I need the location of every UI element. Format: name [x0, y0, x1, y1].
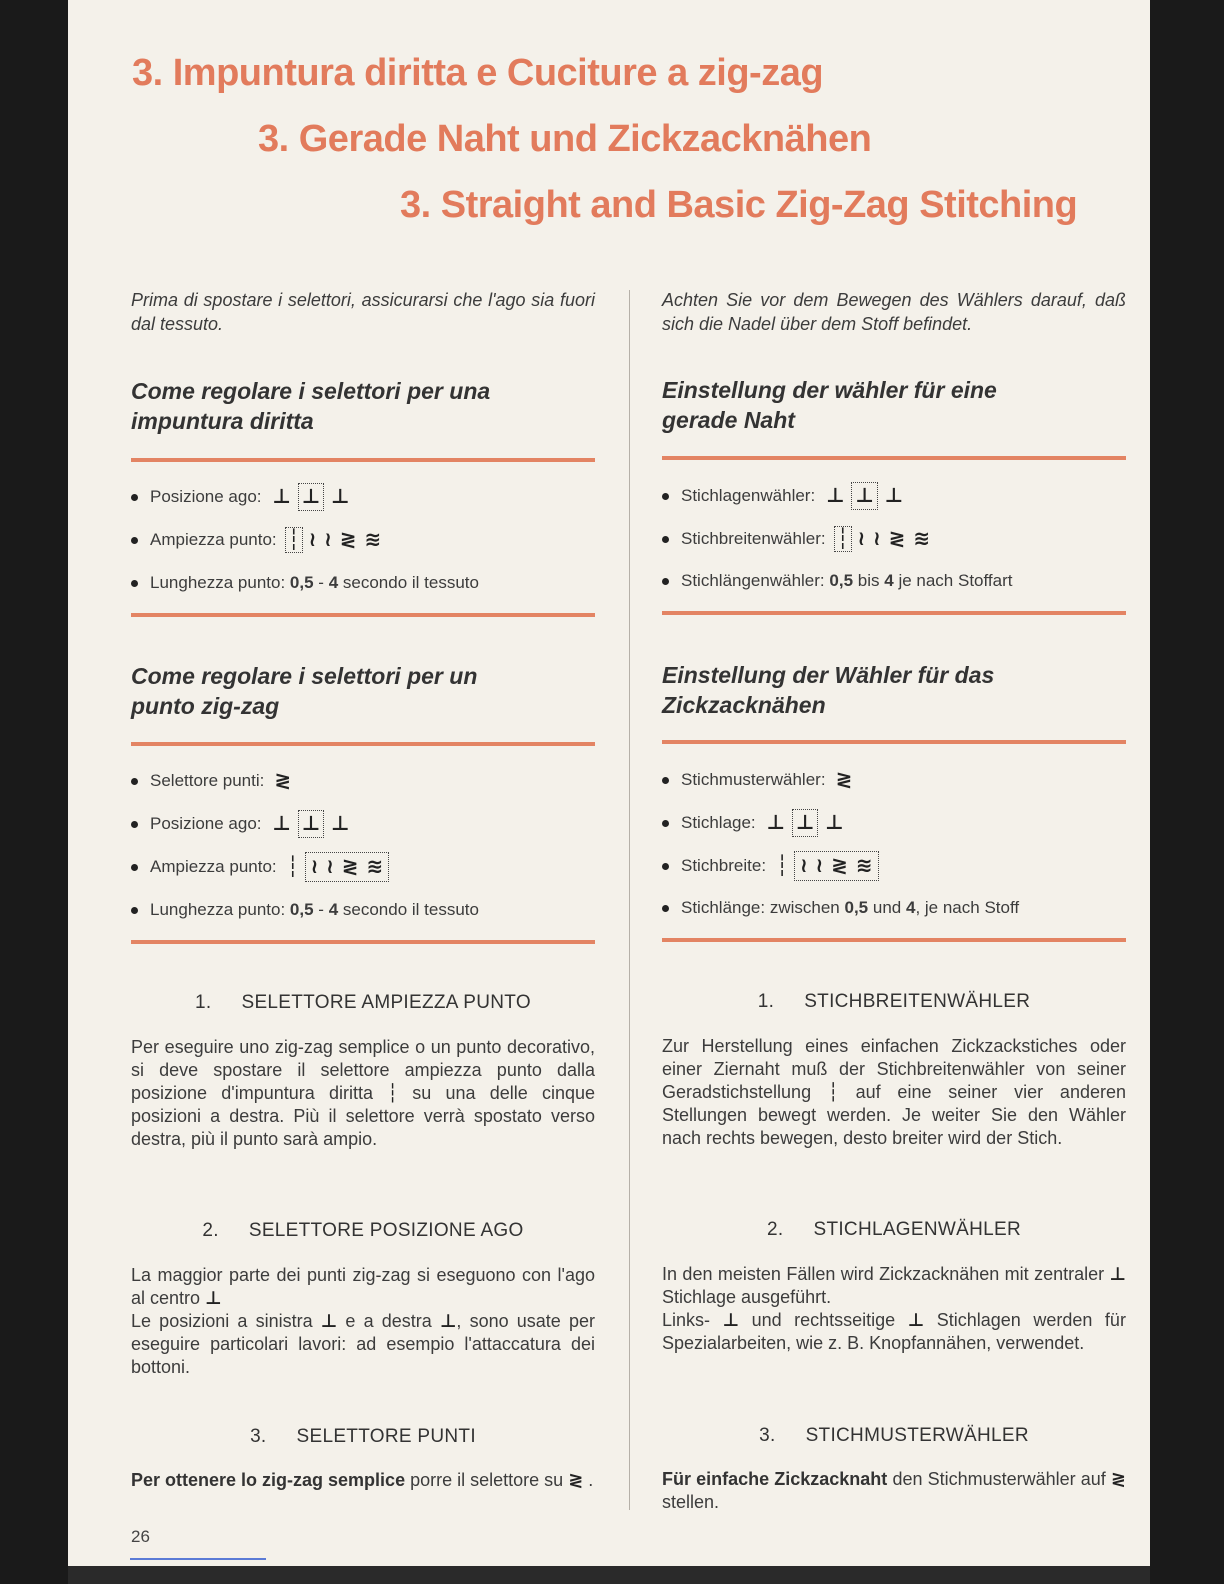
intro-text: Achten Sie vor dem Bewegen des Wählers darauf, daß sich die Nadel über dem Stoff befindet. [662, 290, 1126, 334]
stitch-length-item [662, 566, 1012, 596]
section-number: 1. [195, 992, 212, 1013]
heading-line-1: Einstellung der Wähler für das [662, 662, 995, 688]
zigzag-pattern-icon: ≷ [568, 1470, 584, 1490]
text: e a destra [345, 1311, 432, 1331]
item-label: Stichlängenwähler: [681, 571, 825, 590]
pattern-selector-item [662, 765, 854, 795]
item-label: Posizione ago: [150, 487, 262, 506]
needle-center-icon: ⊥ [1109, 1264, 1126, 1284]
needle-left-icon: ⊥ [766, 812, 785, 834]
zigzag-3-icon: ≷ [831, 855, 848, 877]
bullet-icon [131, 537, 138, 544]
section-text-2 [662, 1263, 1126, 1355]
bullet-icon [662, 820, 669, 827]
bottom-border [68, 1566, 1150, 1584]
zigzag-2-icon: ≀ [326, 856, 334, 878]
text: Links- [662, 1310, 711, 1330]
straight-heading [662, 375, 1126, 435]
needle-left-icon: ⊥ [826, 485, 845, 507]
needle-left-icon: ⊥ [272, 813, 291, 835]
zigzag-pattern-icon: ≷ [274, 770, 292, 792]
bullet-icon [131, 494, 138, 501]
needle-position-icons [270, 483, 353, 511]
needle-right-icon: ⊥ [825, 812, 844, 834]
text: . [588, 1470, 594, 1490]
bullet-icon [131, 580, 138, 587]
stitch-width-icons [834, 526, 933, 552]
item-label: Ampiezza punto: [150, 530, 277, 549]
item-label: Selettore punti: [150, 771, 265, 790]
item-label: Lunghezza punto: [150, 900, 286, 919]
text: auf eine seiner vier anderen Stellungen bewegt werden. Je weiter Sie den Wähler nach rechts bewegen, desto breiter wird der Stich. [662, 1082, 1126, 1148]
length-separator: bis [857, 571, 880, 590]
stitch-width-icons [774, 851, 879, 881]
needle-right-icon: ⊥ [439, 1311, 457, 1331]
needle-position-icons [764, 809, 847, 837]
zigzag-1-icon: ≀ [800, 855, 808, 877]
straight-stitch-icon: ┆ [387, 1083, 399, 1103]
section-number: 3. [759, 1425, 776, 1446]
needle-center-icon: ⊥ [851, 482, 877, 510]
bullet-icon [662, 578, 669, 585]
needle-position-item [131, 809, 352, 839]
zigzag-pattern-icon: ≷ [1110, 1469, 1126, 1489]
length-suffix: je nach Stoffart [898, 571, 1013, 590]
zigzag-1-icon: ≀ [310, 856, 319, 878]
stitch-length-item [662, 893, 1019, 923]
text: La maggior parte dei punti zig-zag si eseguono con l'ago al centro [131, 1265, 595, 1308]
needle-right-icon: ⊥ [331, 486, 350, 508]
text: Le posizioni a sinistra [131, 1311, 313, 1331]
section-title: STICHBREITENWÄHLER [804, 991, 1031, 1012]
stitch-length-item [131, 568, 479, 598]
orange-rule [131, 613, 595, 617]
pattern-icons [834, 768, 855, 792]
text: den Stichmusterwähler auf [892, 1469, 1106, 1489]
needle-position-icons [823, 482, 906, 510]
straight-stitch-icon: ┆ [827, 1082, 839, 1102]
section-number: 2. [202, 1220, 219, 1241]
text: Zur Herstellung eines einfachen Zickzackstiches oder einer Ziernaht muß der Stichbreitenwähler von seiner Geradstichstellung [662, 1036, 1126, 1102]
text: Stichlagen werden für Spezialarbeiten, wie z. B. Knopfannähen, verwendet. [662, 1310, 1126, 1353]
bullet-icon [662, 777, 669, 784]
pattern-icons [272, 769, 293, 793]
length-min: 0,5 [844, 898, 869, 917]
zigzag-4-icon: ≋ [913, 528, 931, 550]
heading-line-2: gerade Naht [662, 407, 795, 433]
item-label: Lunghezza punto: [150, 573, 286, 592]
zigzag-pattern-icon: ≷ [835, 769, 853, 791]
section-heading-3 [131, 1426, 595, 1448]
zigzag-4-icon: ≋ [366, 856, 384, 878]
item-label: Posizione ago: [150, 814, 262, 833]
page-number: 26 [131, 1527, 150, 1546]
straight-stitch-icon: ┆ [285, 527, 303, 553]
text: porre il selettore su [410, 1470, 564, 1490]
item-label: Stichbreitenwähler: [681, 529, 826, 548]
needle-right-icon: ⊥ [907, 1310, 925, 1330]
length-min: 0,5 [829, 571, 854, 590]
section-title: SELETTORE PUNTI [296, 1426, 476, 1447]
section-text-1 [662, 1035, 1126, 1150]
bullet-icon [662, 493, 669, 500]
length-separator: - [318, 900, 324, 919]
heading-line-2: punto zig-zag [131, 693, 280, 719]
zigzag-1-icon: ≀ [308, 529, 317, 551]
zigzag-3-icon: ≷ [341, 856, 359, 878]
zigzag-heading [662, 660, 1126, 720]
zigzag-3-icon: ≷ [339, 529, 357, 551]
stitch-width-item [131, 525, 383, 555]
straight-heading [131, 376, 595, 436]
length-suffix: secondo il tessuto [342, 900, 479, 919]
section-title: SELETTORE AMPIEZZA PUNTO [241, 992, 531, 1013]
text: Per eseguire uno zig-zag semplice o un punto decorativo, si deve spostare il selettore ampiezza punto dalla posizione d'impuntura diritta [131, 1037, 595, 1103]
zigzag-1-icon: ≀ [857, 528, 866, 550]
title-german: 3. Gerade Naht und Zickzacknähen [258, 118, 872, 160]
heading-line-1: Come regolare i selettori per una [131, 378, 491, 404]
needle-position-item [662, 808, 847, 838]
bold-text: Per ottenere lo zig-zag semplice [131, 1470, 406, 1490]
length-max: 4 [328, 900, 339, 919]
item-label: Stichlagenwähler: [681, 486, 816, 505]
needle-position-icons [270, 810, 353, 838]
zigzag-heading [131, 661, 595, 721]
text: stellen. [662, 1492, 720, 1512]
section-text-2 [131, 1264, 595, 1379]
stitch-width-icons [285, 527, 384, 553]
orange-rule [131, 742, 595, 746]
stitch-width-item [662, 524, 932, 554]
section-heading-1 [662, 991, 1126, 1013]
needle-center-icon: ⊥ [792, 809, 818, 837]
item-label: Stichmusterwähler: [681, 770, 826, 789]
length-separator: und [872, 898, 902, 917]
needle-position-item [662, 481, 906, 511]
stitch-width-icons [285, 852, 390, 882]
bullet-icon [131, 778, 138, 785]
orange-rule [662, 740, 1126, 744]
item-label: Ampiezza punto: [150, 857, 277, 876]
orange-rule [131, 940, 595, 944]
zigzag-2-icon: ≀ [873, 528, 881, 550]
length-min: 0,5 [289, 573, 314, 592]
needle-center-icon: ⊥ [298, 483, 324, 511]
text: Stichlage ausgeführt. [662, 1287, 832, 1307]
text: und rechtsseitige [751, 1310, 896, 1330]
text: In den meisten Fällen wird Zickzacknähen mit zentraler [662, 1264, 1105, 1284]
section-heading-3 [662, 1425, 1126, 1447]
stitch-width-item [662, 851, 879, 881]
heading-line-2: impuntura diritta [131, 408, 314, 434]
length-max: 4 [328, 573, 339, 592]
text: , sono usate per eseguire particolari lavori: ad esempio l'attaccatura dei bottoni. [131, 1311, 595, 1377]
item-label: Stichlänge: zwischen [681, 898, 840, 917]
orange-rule [662, 938, 1126, 942]
zigzag-4-icon: ≋ [855, 855, 873, 877]
section-heading-1 [131, 992, 595, 1014]
section-text-1 [131, 1036, 595, 1151]
bullet-icon [131, 907, 138, 914]
needle-position-item [131, 482, 352, 512]
item-label: Stichlage: [681, 813, 756, 832]
title-english: 3. Straight and Basic Zig-Zag Stitching [400, 184, 1078, 226]
pattern-selector-item [131, 766, 293, 796]
section-heading-2 [131, 1220, 595, 1242]
zigzag-2-icon: ≀ [324, 529, 332, 551]
column-divider [629, 290, 630, 1510]
needle-left-icon: ⊥ [272, 486, 291, 508]
heading-line-1: Einstellung der wähler für eine [662, 377, 997, 403]
section-title: SELETTORE POSIZIONE AGO [248, 1220, 524, 1241]
bullet-icon [662, 863, 669, 870]
zigzag-4-icon: ≋ [364, 529, 382, 551]
section-title: STICHLAGENWÄHLER [813, 1219, 1021, 1240]
heading-line-1: Come regolare i selettori per un [131, 663, 478, 689]
text: su una delle cinque posizioni a destra. Più il selettore verrà spostato verso destra, più il punto sarà ampio. [131, 1083, 595, 1149]
stitch-width-item [131, 852, 389, 882]
straight-stitch-icon: ┆ [834, 526, 852, 552]
orange-rule [662, 611, 1126, 615]
needle-left-icon: ⊥ [320, 1311, 338, 1331]
bullet-icon [131, 821, 138, 828]
section-number: 3. [250, 1426, 267, 1447]
section-text-3 [662, 1468, 1126, 1514]
intro-text: Prima di spostare i selettori, assicurarsi che l'ago sia fuori dal tessuto. [131, 290, 595, 334]
orange-rule [662, 456, 1126, 460]
title-italian: 3. Impuntura diritta e Cuciture a zig-zag [132, 52, 824, 94]
item-label: Stichbreite: [681, 856, 767, 875]
length-suffix: secondo il tessuto [342, 573, 479, 592]
bold-text: Für einfache Zickzacknaht [662, 1469, 888, 1489]
length-separator: - [318, 573, 324, 592]
section-text-3 [131, 1469, 595, 1492]
zigzag-2-icon: ≀ [815, 855, 824, 877]
stitch-length-item [131, 895, 479, 925]
zigzag-range [305, 852, 390, 882]
orange-rule [131, 458, 595, 462]
needle-right-icon: ⊥ [884, 485, 904, 507]
bullet-icon [662, 536, 669, 543]
needle-right-icon: ⊥ [331, 813, 350, 835]
section-title: STICHMUSTERWÄHLER [805, 1425, 1029, 1446]
straight-stitch-icon: ┆ [776, 855, 789, 877]
length-min: 0,5 [289, 900, 314, 919]
section-number: 2. [767, 1219, 784, 1240]
needle-center-icon: ⊥ [298, 810, 324, 838]
straight-stitch-icon: ┆ [286, 856, 299, 878]
length-max: 4 [905, 898, 916, 917]
section-heading-2 [662, 1219, 1126, 1241]
bottom-mark [130, 1558, 266, 1560]
needle-center-icon: ⊥ [205, 1288, 222, 1308]
section-number: 1. [757, 991, 775, 1012]
bullet-icon [131, 864, 138, 871]
bullet-icon [662, 905, 669, 912]
length-max: 4 [884, 571, 894, 590]
length-suffix: , je nach Stoff [915, 898, 1020, 917]
needle-left-icon: ⊥ [722, 1310, 740, 1330]
zigzag-range [794, 851, 879, 881]
heading-line-2: Zickzacknähen [662, 692, 826, 718]
zigzag-3-icon: ≷ [888, 528, 906, 550]
